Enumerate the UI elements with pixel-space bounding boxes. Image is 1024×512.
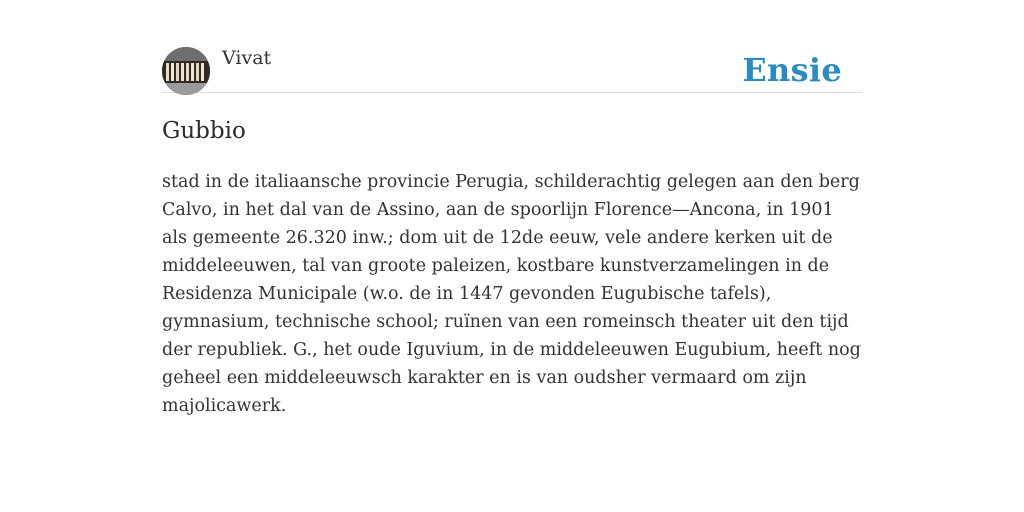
book-spines-icon[interactable] [162, 47, 210, 95]
brand-logo[interactable]: Ensie [742, 51, 842, 89]
source-name[interactable]: Vivat [222, 47, 272, 69]
entry-header [162, 0, 862, 93]
entry-title: Gubbio [162, 118, 246, 144]
entry-body: stad in de italiaansche provincie Perugia, schilderachtig gelegen aan den berg Calvo, in het dal van de Assino, aan de spoorlijn Florence—Ancona, in 1901 als gemeente 26.320 inw.; dom uit de 12de eeuw, vele andere kerken uit de middeleeuwen, tal van groote paleizen, kostbare kunstverzamelingen in de Residenza Municipale (w.o. de in 1447 gevonden Eugubische tafels), gymnasium, technische school; ruïnen van een romeinsch theater uit den tijd der republiek. G., het oude Iguvium, in de middeleeuwen Eugubium, heeft nog geheel een middeleeuwsch karakter en is van oudsher vermaard om zijn majolicawerk. [162, 172, 861, 416]
entry-card [162, 0, 862, 416]
